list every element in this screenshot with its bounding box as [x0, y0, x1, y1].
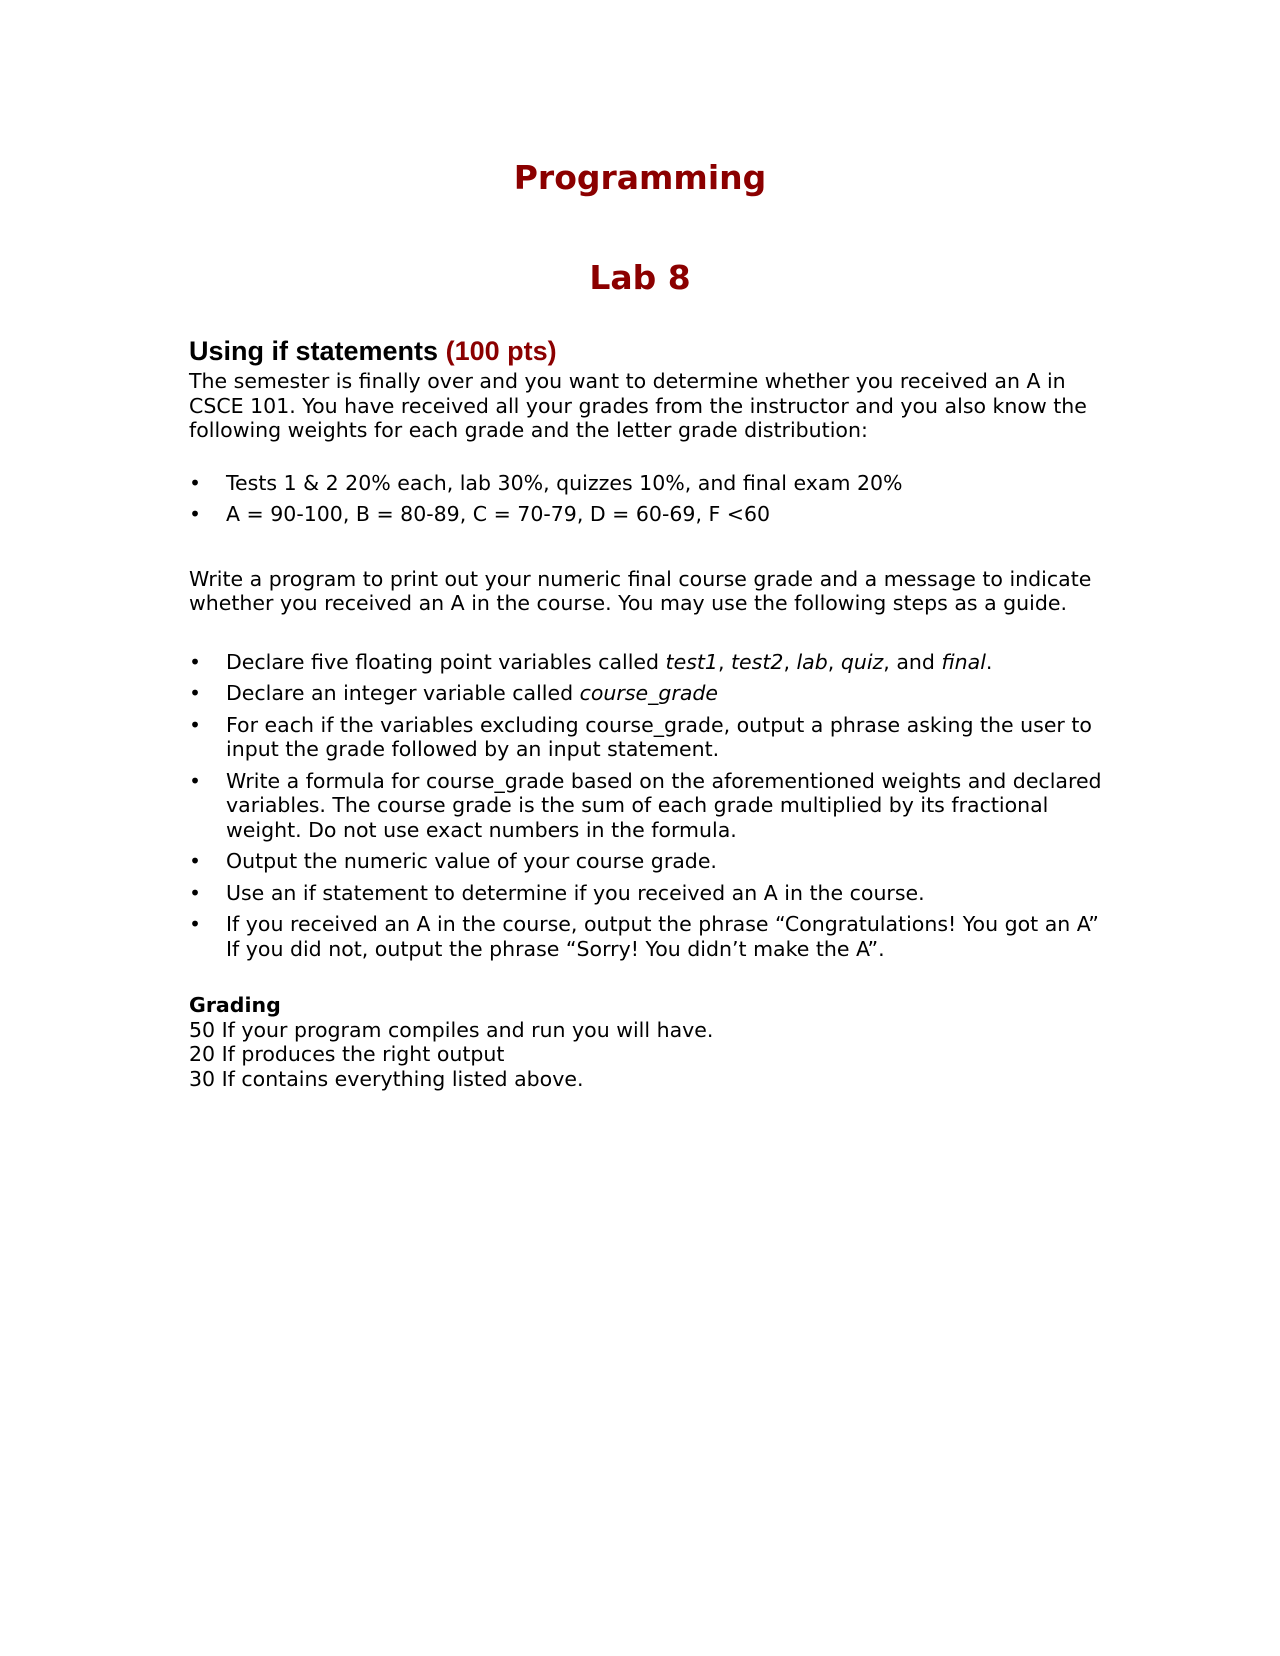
- grading-line: 50 If your program compiles and run you will have.: [189, 1017, 714, 1042]
- separator: ,: [827, 649, 841, 674]
- bullet-icon: •: [189, 880, 201, 905]
- bullet-icon: •: [189, 502, 201, 526]
- bullet-icon: •: [189, 649, 201, 674]
- variable-name: final: [941, 649, 986, 674]
- document-body: [189, 335, 1109, 1091]
- document-subtitle: Lab 8: [589, 258, 691, 297]
- bullet-icon: •: [189, 912, 201, 936]
- step-text-prefix: Declare an integer variable called: [226, 681, 580, 705]
- list-item-text: A = 90-100, B = 80-89, C = 70-79, D = 60-69, F <60: [226, 502, 771, 526]
- variable-name: course_grade: [579, 681, 719, 705]
- bullet-icon: •: [189, 712, 201, 737]
- intro-paragraph: The semester is finally over and you want to determine whether you received an A in CSCE 101. You have received all your grades from the instructor and you also know the following weights for each grade and the letter grade distribution:: [189, 369, 1087, 442]
- variable-name: lab: [796, 649, 828, 674]
- step-text: Use an if statement to determine if you received an A in the course.: [226, 880, 925, 905]
- list-item: [189, 849, 1109, 874]
- variable-name: test1: [665, 649, 718, 674]
- separator: ,: [717, 649, 732, 674]
- list-item: [189, 881, 1109, 906]
- step-text: [226, 650, 992, 674]
- grading-section: [189, 993, 1109, 1091]
- list-item: [189, 681, 1109, 706]
- list-item: [189, 713, 1109, 762]
- step-text: [226, 681, 718, 705]
- variable-name: quiz: [840, 649, 884, 674]
- section-heading-text: Using if statements: [189, 336, 439, 366]
- list-item: [189, 769, 1109, 843]
- grading-line: 30 If contains everything listed above.: [189, 1066, 584, 1091]
- grading-line: 20 If produces the right output: [189, 1042, 505, 1066]
- steps-list: [189, 650, 1109, 962]
- document-title: Programming: [513, 158, 767, 197]
- separator: .: [985, 649, 993, 674]
- weights-list: [189, 471, 1109, 527]
- grading-heading: Grading: [189, 993, 281, 1017]
- bullet-icon: •: [189, 849, 201, 873]
- step-text: If you received an A in the course, output the phrase “Congratulations! You got an A” If you did not, output the phrase “Sorry! You didn’t make the A”.: [226, 912, 1099, 961]
- step-text: Output the numeric value of your course grade.: [226, 849, 717, 873]
- bullet-icon: •: [189, 768, 201, 793]
- step-text: Write a formula for course_grade based on the aforementioned weights and declared variables. The course grade is the sum of each grade multiplied by its fractional weight. Do not use exact numbers in the formula.: [226, 768, 1102, 842]
- list-item-text: Tests 1 & 2 20% each, lab 30%, quizzes 10%, and final exam 20%: [226, 470, 903, 495]
- bullet-icon: •: [189, 681, 201, 705]
- list-item: [189, 502, 1109, 527]
- task-paragraph: Write a program to print out your numeric final course grade and a message to indicate whether you received an A in the course. You may use the following steps as a guide.: [189, 566, 1092, 615]
- step-text-prefix: Declare five floating point variables called: [226, 649, 666, 674]
- bullet-icon: •: [189, 470, 201, 495]
- list-item: [189, 471, 1109, 496]
- section-points: (100 pts): [445, 336, 557, 366]
- separator: ,: [783, 649, 797, 674]
- separator: , and: [883, 649, 942, 674]
- step-text: For each if the variables excluding course_grade, output a phrase asking the user to input the grade followed by an input statement.: [226, 712, 1092, 761]
- list-item: [189, 650, 1109, 675]
- variable-name: test2: [731, 649, 784, 674]
- list-item: [189, 912, 1109, 961]
- section-heading: [189, 335, 1109, 367]
